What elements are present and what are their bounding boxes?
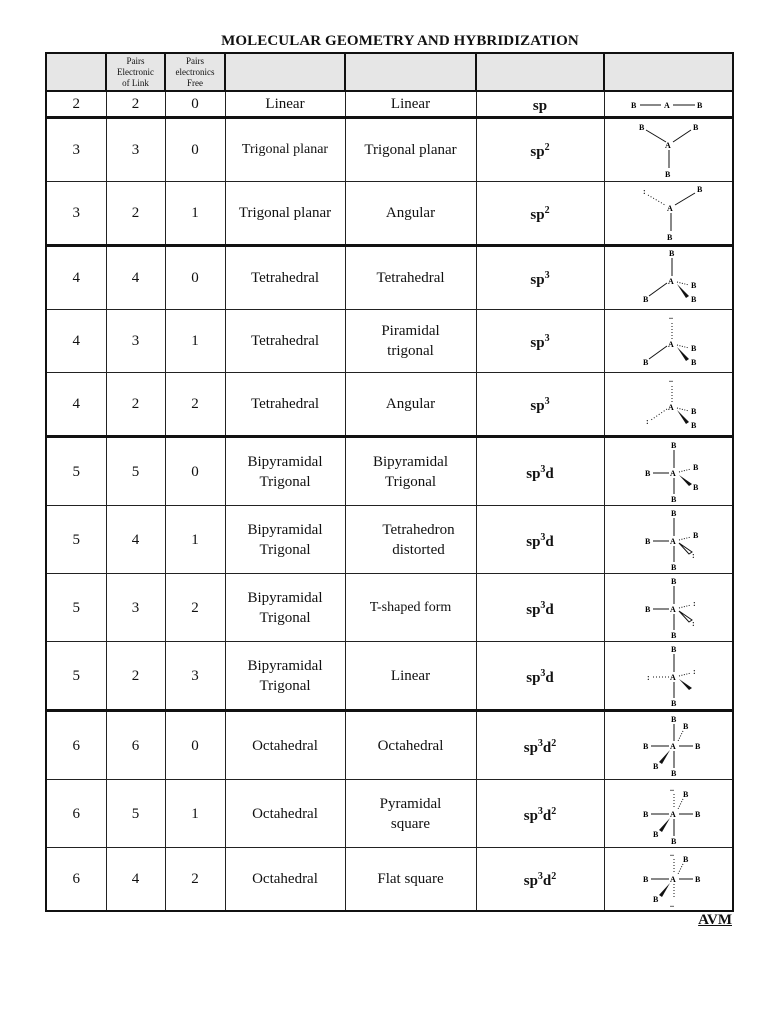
svg-text:..: ..: [670, 849, 675, 858]
cell-molecular: Bipyramidal Trigonal: [345, 437, 476, 506]
cell-electronic: Trigonal planar: [225, 182, 345, 246]
svg-text:B: B: [665, 170, 671, 179]
cell-link: 3: [106, 310, 165, 373]
cell-diagram: [604, 780, 733, 848]
svg-text:B: B: [671, 644, 677, 654]
svg-text:B: B: [697, 185, 703, 194]
table-row: [46, 310, 733, 373]
table-row: [46, 574, 733, 642]
table-row: [46, 91, 733, 118]
cell-free: 0: [165, 91, 225, 118]
svg-text:B: B: [631, 101, 637, 110]
svg-text:B: B: [693, 482, 699, 492]
seesaw-diagram: [613, 508, 723, 572]
cell-diagram: [604, 711, 733, 780]
cell-hybridization: $sp^3$: [476, 310, 604, 373]
trigonal-planar-diagram: [613, 120, 723, 180]
cell-total: 6: [46, 780, 106, 848]
svg-text:A: A: [667, 204, 674, 213]
cell-diagram: [604, 310, 733, 373]
cell-molecular: Tetrahedron distorted: [345, 506, 476, 574]
svg-text:B: B: [691, 281, 697, 290]
cell-electronic: Tetrahedral: [225, 373, 345, 437]
cell-electronic: Bipyramidal Trigonal: [225, 437, 345, 506]
svg-text:B: B: [691, 407, 697, 416]
cell-diagram: [604, 506, 733, 574]
linear-three-lone-pairs-diagram: [613, 644, 723, 708]
cell-diagram: [604, 574, 733, 642]
cell-hybridization: $sp^3d$: [476, 642, 604, 711]
svg-text:B: B: [691, 344, 697, 353]
svg-text:..: ..: [669, 375, 674, 384]
cell-total: 3: [46, 118, 106, 182]
cell-free: 0: [165, 437, 225, 506]
square-planar-diagram: [613, 849, 723, 909]
header-cell-molecular-geometry: [345, 53, 476, 91]
octahedral-diagram: [613, 714, 723, 778]
svg-text:B: B: [683, 855, 689, 864]
cell-total: 4: [46, 310, 106, 373]
cell-hybridization: $sp^3d^2$: [476, 848, 604, 912]
cell-free: 1: [165, 506, 225, 574]
cell-molecular: Angular: [345, 373, 476, 437]
cell-total: 3: [46, 182, 106, 246]
cell-total: 2: [46, 91, 106, 118]
table-row: [46, 780, 733, 848]
cell-link: 5: [106, 780, 165, 848]
svg-text:A: A: [668, 340, 675, 349]
cell-electronic: Bipyramidal Trigonal: [225, 642, 345, 711]
author-signature: AVM: [698, 912, 732, 928]
svg-text:B: B: [671, 576, 677, 586]
cell-free: 2: [165, 373, 225, 437]
cell-diagram: [604, 642, 733, 711]
svg-text:B: B: [639, 123, 645, 132]
cell-diagram: [604, 437, 733, 506]
svg-text:A: A: [668, 277, 675, 286]
table-row: [46, 437, 733, 506]
cell-electronic: Tetrahedral: [225, 246, 345, 310]
cell-free: 1: [165, 182, 225, 246]
cell-hybridization: $sp^3$: [476, 373, 604, 437]
table-row: [46, 711, 733, 780]
table-row: [46, 118, 733, 182]
header-cell-free-pairs: Pairs electronics Free: [165, 53, 225, 91]
svg-text:B: B: [671, 630, 677, 640]
svg-text:B: B: [671, 714, 677, 724]
svg-text:B: B: [643, 295, 649, 304]
cell-molecular: Piramidal trigonal: [345, 310, 476, 373]
svg-text:A: A: [670, 468, 677, 478]
svg-text:B: B: [645, 536, 651, 546]
cell-hybridization: $sp^3d$: [476, 437, 604, 506]
cell-electronic: Bipyramidal Trigonal: [225, 574, 345, 642]
svg-text:B: B: [691, 358, 697, 367]
cell-total: 5: [46, 574, 106, 642]
angular-lone-pair-diagram: [613, 183, 723, 243]
svg-text:A: A: [670, 741, 677, 751]
svg-text:B: B: [693, 530, 699, 540]
cell-total: 5: [46, 506, 106, 574]
svg-text:B: B: [671, 698, 677, 708]
svg-text:B: B: [671, 768, 677, 778]
svg-text:..: ..: [670, 900, 675, 909]
svg-text:B: B: [645, 468, 651, 478]
svg-text:B: B: [695, 875, 701, 884]
cell-free: 2: [165, 574, 225, 642]
cell-molecular: T-shaped form: [345, 574, 476, 642]
svg-text:B: B: [695, 741, 701, 751]
table-row: [46, 182, 733, 246]
cell-link: 2: [106, 91, 165, 118]
cell-diagram: [604, 246, 733, 310]
cell-link: 4: [106, 848, 165, 912]
table-row: [46, 848, 733, 912]
cell-link: 5: [106, 437, 165, 506]
cell-diagram: [604, 373, 733, 437]
cell-free: 0: [165, 246, 225, 310]
svg-text:B: B: [691, 295, 697, 304]
svg-text:B: B: [691, 421, 697, 430]
table-row: [46, 246, 733, 310]
cell-electronic: Bipyramidal Trigonal: [225, 506, 345, 574]
svg-text::: :: [693, 598, 696, 608]
cell-total: 4: [46, 373, 106, 437]
svg-text:B: B: [671, 836, 677, 846]
page-title: MOLECULAR GEOMETRY AND HYBRIDIZATION: [221, 33, 579, 49]
header-cell-hybridization: [476, 53, 604, 91]
svg-text:B: B: [683, 789, 689, 799]
cell-hybridization: $sp^3d$: [476, 506, 604, 574]
cell-diagram: [604, 118, 733, 182]
header-cell-diagram: [604, 53, 733, 91]
cell-molecular: Flat square: [345, 848, 476, 912]
svg-text::: :: [692, 618, 695, 628]
linear-molecule-diagram: [613, 95, 723, 113]
cell-hybridization: $sp^2$: [476, 182, 604, 246]
svg-text:A: A: [664, 101, 671, 110]
cell-hybridization: $sp^2$: [476, 118, 604, 182]
geometry-table: [45, 52, 734, 912]
svg-text:A: A: [670, 875, 677, 884]
cell-free: 3: [165, 642, 225, 711]
tetrahedral-diagram: [613, 248, 723, 308]
cell-link: 3: [106, 574, 165, 642]
table-row: [46, 642, 733, 711]
cell-free: 2: [165, 848, 225, 912]
cell-total: 5: [46, 642, 106, 711]
cell-diagram: [604, 91, 733, 118]
svg-text:B: B: [653, 895, 659, 904]
svg-text::: :: [692, 550, 695, 560]
angular-two-lone-pairs-diagram: [613, 374, 723, 434]
cell-link: 4: [106, 506, 165, 574]
svg-text:A: A: [670, 809, 677, 819]
cell-molecular: Linear: [345, 91, 476, 118]
cell-link: 4: [106, 246, 165, 310]
svg-text:B: B: [671, 562, 677, 572]
cell-link: 3: [106, 118, 165, 182]
cell-molecular: Linear: [345, 642, 476, 711]
cell-hybridization: $sp^3$: [476, 246, 604, 310]
cell-electronic: Linear: [225, 91, 345, 118]
svg-text:B: B: [671, 494, 677, 504]
svg-text:B: B: [669, 249, 675, 258]
svg-text::: :: [646, 417, 649, 426]
cell-total: 5: [46, 437, 106, 506]
t-shaped-diagram: [613, 576, 723, 640]
header-cell-total: [46, 53, 106, 91]
cell-total: 6: [46, 848, 106, 912]
header-row: [46, 53, 733, 91]
cell-electronic: Octahedral: [225, 711, 345, 780]
cell-free: 1: [165, 310, 225, 373]
cell-diagram: [604, 848, 733, 912]
cell-link: 6: [106, 711, 165, 780]
table-row: [46, 373, 733, 437]
svg-text:A: A: [670, 604, 677, 614]
svg-text:B: B: [643, 809, 649, 819]
svg-text:B: B: [645, 604, 651, 614]
header-cell-electronic-geometry: [225, 53, 345, 91]
svg-text:B: B: [643, 741, 649, 751]
cell-link: 2: [106, 642, 165, 711]
cell-diagram: [604, 182, 733, 246]
cell-molecular: Trigonal planar: [345, 118, 476, 182]
cell-hybridization: $sp^3d$: [476, 574, 604, 642]
cell-hybridization: $sp^3d^2$: [476, 711, 604, 780]
square-pyramidal-diagram: [613, 782, 723, 846]
cell-hybridization: sp: [476, 91, 604, 118]
svg-text:B: B: [667, 233, 673, 242]
svg-text:B: B: [697, 101, 703, 110]
svg-text:..: ..: [670, 783, 675, 793]
trigonal-bipyramidal-diagram: [613, 440, 723, 504]
cell-link: 2: [106, 373, 165, 437]
svg-text::: :: [643, 187, 646, 196]
svg-text:B: B: [683, 721, 689, 731]
svg-text::: :: [693, 666, 696, 676]
svg-text:B: B: [695, 809, 701, 819]
cell-free: 1: [165, 780, 225, 848]
svg-text:B: B: [653, 761, 659, 771]
svg-text:B: B: [653, 829, 659, 839]
cell-link: 2: [106, 182, 165, 246]
cell-electronic: Octahedral: [225, 780, 345, 848]
svg-text::: :: [647, 672, 650, 682]
cell-total: 4: [46, 246, 106, 310]
trigonal-pyramidal-diagram: [613, 311, 723, 371]
cell-electronic: Trigonal planar: [225, 118, 345, 182]
svg-text:B: B: [693, 462, 699, 472]
cell-molecular: Octahedral: [345, 711, 476, 780]
cell-hybridization: $sp^3d^2$: [476, 780, 604, 848]
cell-molecular: Angular: [345, 182, 476, 246]
svg-text:A: A: [670, 672, 677, 682]
svg-text:B: B: [643, 358, 649, 367]
svg-text:B: B: [693, 123, 699, 132]
cell-free: 0: [165, 118, 225, 182]
svg-text:B: B: [671, 508, 677, 518]
cell-molecular: Tetrahedral: [345, 246, 476, 310]
table-row: [46, 506, 733, 574]
svg-text:A: A: [668, 403, 675, 412]
cell-molecular: Pyramidal square: [345, 780, 476, 848]
svg-text:B: B: [671, 440, 677, 450]
cell-free: 0: [165, 711, 225, 780]
header-cell-link-pairs: Pairs Electronic of Link: [106, 53, 165, 91]
svg-text:A: A: [670, 536, 677, 546]
cell-electronic: Tetrahedral: [225, 310, 345, 373]
cell-total: 6: [46, 711, 106, 780]
cell-electronic: Octahedral: [225, 848, 345, 912]
svg-text:B: B: [643, 875, 649, 884]
svg-text:A: A: [665, 141, 672, 150]
svg-text:..: ..: [669, 312, 674, 321]
